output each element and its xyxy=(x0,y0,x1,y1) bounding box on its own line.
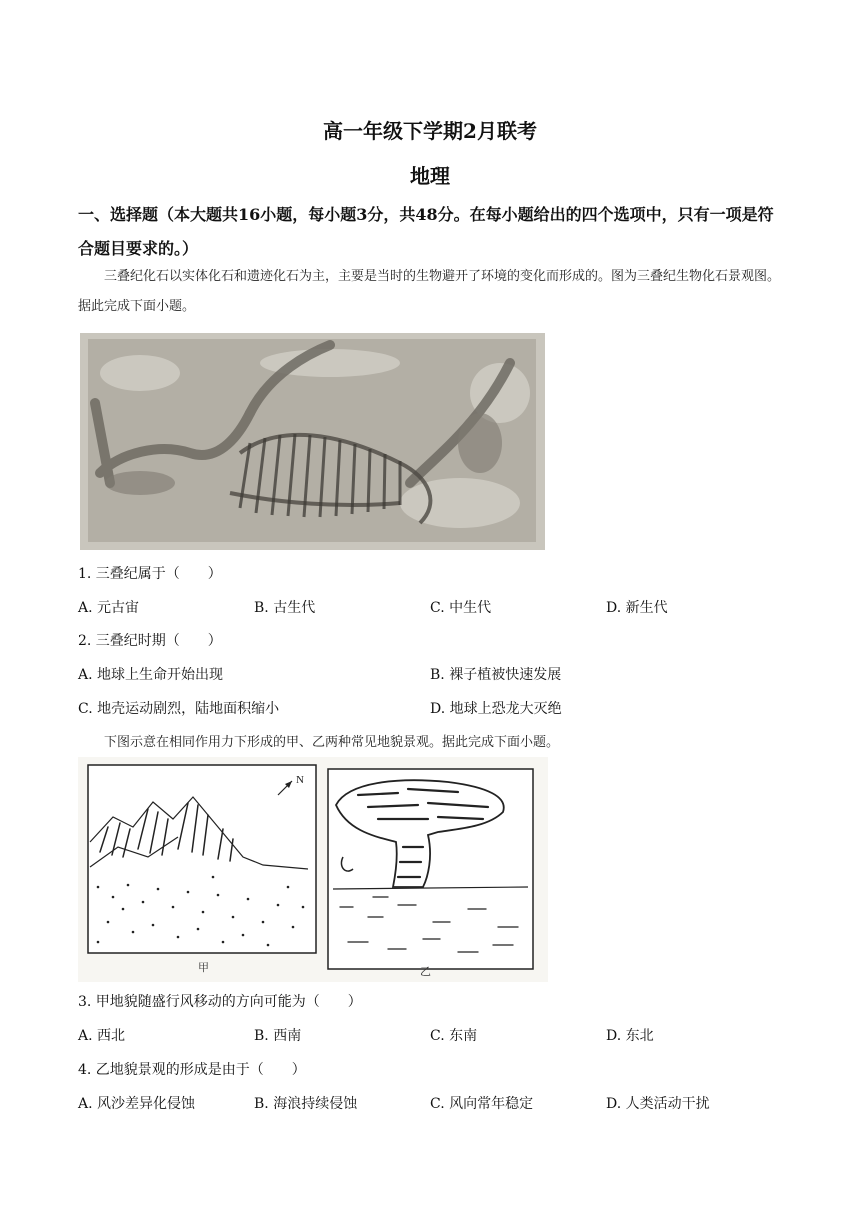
question-4-option-d[interactable]: D. 人类活动干扰 xyxy=(606,1096,710,1112)
question-2-option-b[interactable]: B. 裸子植被快速发展 xyxy=(430,667,562,683)
question-3-option-d[interactable]: D. 东北 xyxy=(606,1028,654,1044)
question-1-option-d[interactable]: D. 新生代 xyxy=(606,600,668,616)
question-2-option-c[interactable]: C. 地壳运动剧烈，陆地面积缩小 xyxy=(78,701,280,717)
figure-label-yi: 乙 xyxy=(420,966,431,978)
passage-1: 三叠纪化石以实体化石和遗迹化石为主，主要是当时的生物避开了环境的变化而形成的。图为三叠纪生物化石景观图。据此完成下面小题。 xyxy=(78,269,781,314)
north-label: N xyxy=(296,774,304,786)
question-4-option-c[interactable]: C. 风向常年稳定 xyxy=(430,1096,534,1112)
question-4-option-b[interactable]: B. 海浪持续侵蚀 xyxy=(254,1096,358,1112)
question-3-option-b[interactable]: B. 西南 xyxy=(254,1028,302,1044)
figure-label-jia: 甲 xyxy=(198,962,209,974)
question-1-option-b[interactable]: B. 古生代 xyxy=(254,600,316,616)
question-1-stem: 1. 三叠纪属于（ ） xyxy=(78,566,222,582)
question-3-stem: 3. 甲地貌随盛行风移动的方向可能为（ ） xyxy=(78,994,362,1010)
question-1-option-c[interactable]: C. 中生代 xyxy=(430,600,492,616)
page-subject: 地理 xyxy=(410,164,450,188)
question-1-option-a[interactable]: A. 元古宙 xyxy=(78,600,140,616)
question-2-option-a[interactable]: A. 地球上生命开始出现 xyxy=(78,667,224,683)
question-4-option-a[interactable]: A. 风沙差异化侵蚀 xyxy=(78,1096,196,1112)
question-2-option-d[interactable]: D. 地球上恐龙大灭绝 xyxy=(430,701,562,717)
question-3-option-a[interactable]: A. 西北 xyxy=(78,1028,126,1044)
question-2-stem: 2. 三叠纪时期（ ） xyxy=(78,633,222,649)
fossil-figure xyxy=(80,333,545,550)
question-4-stem: 4. 乙地貌景观的形成是由于（ ） xyxy=(78,1062,306,1078)
landform-figure xyxy=(78,757,548,982)
section-heading: 一、选择题（本大题共16小题，每小题3分，共48分。在每小题给出的四个选项中，只有一项是符合题目要求的。） xyxy=(78,205,774,258)
passage-2: 下图示意在相同作用力下形成的甲、乙两种常见地貌景观。据此完成下面小题。 xyxy=(104,735,560,750)
page-title: 高一年级下学期2月联考 xyxy=(323,119,537,143)
question-3-option-c[interactable]: C. 东南 xyxy=(430,1028,478,1044)
